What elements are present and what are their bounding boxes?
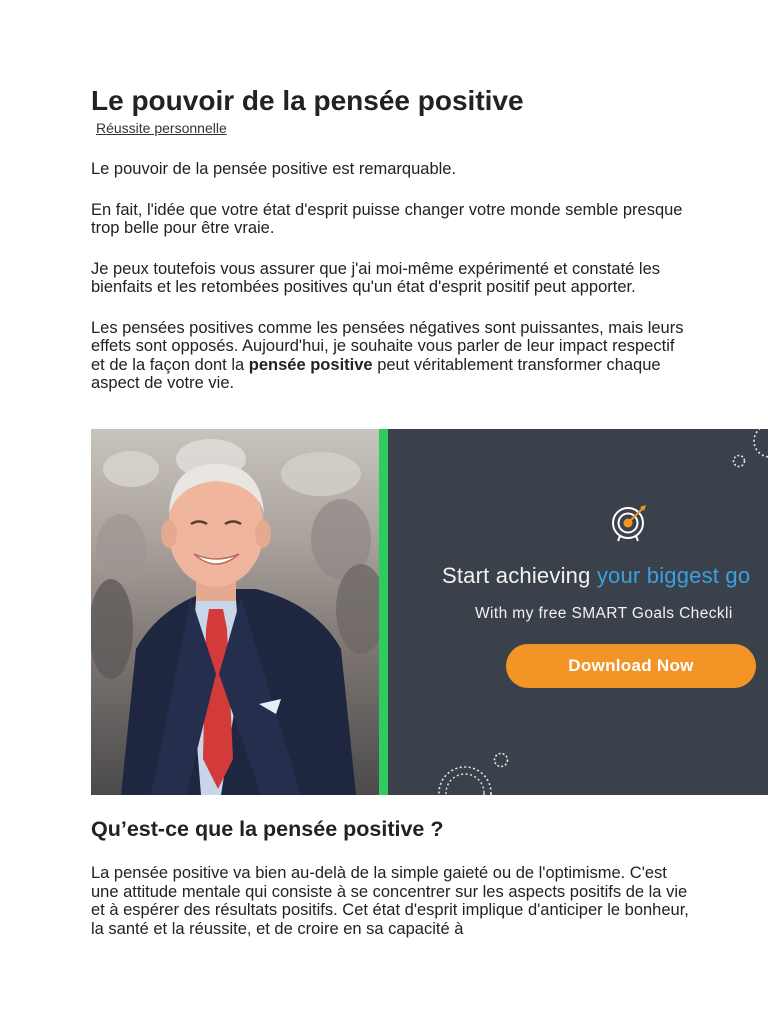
paragraph-4 <box>91 319 691 393</box>
paragraph-3: Je peux toutefois vous assurer que j'ai moi-même expérimenté et constaté les bienfaits et les retombées positives qu'un état d'esprit positif peut apporter. <box>91 259 661 296</box>
decorative-circle-1 <box>732 454 746 468</box>
decorative-circle-4 <box>492 751 510 769</box>
paragraph-1: Le pouvoir de la pensée positive est remarquable. <box>91 160 457 178</box>
section-heading: Qu’est-ce que la pensée positive ? <box>91 817 444 841</box>
article <box>91 82 691 393</box>
accent-bar <box>379 429 388 795</box>
decorative-circle-2 <box>750 429 768 461</box>
speaker-photo <box>91 429 379 795</box>
banner-headline <box>442 563 750 589</box>
banner-panel <box>388 429 768 795</box>
paragraph-4-bold: pensée positive <box>248 355 373 374</box>
target-icon <box>610 503 650 543</box>
category-link[interactable]: Réussite personnelle <box>96 120 227 136</box>
banner-headline-plain: Start achieving <box>442 563 597 588</box>
banner-subline: With my free SMART Goals Checkli <box>475 605 733 622</box>
paragraph-4-text-after: peut véritablement transformer chaque aspect de votre vie. <box>91 355 661 392</box>
banner-headline-accent: your biggest go <box>596 563 751 588</box>
decorative-circle-3 <box>435 763 495 795</box>
smart-goals-banner[interactable] <box>91 429 768 795</box>
paragraph-2: En fait, l'idée que votre état d'esprit puisse changer votre monde semble presque trop belle pour être vraie. <box>91 200 683 237</box>
speaker-photo-illustration <box>91 429 379 795</box>
download-now-button[interactable]: Download Now <box>506 644 756 688</box>
page-title: Le pouvoir de la pensée positive <box>91 85 524 116</box>
section-paragraph: La pensée positive va bien au-delà de la simple gaieté ou de l'optimisme. C'est une attitude mentale qui consiste à se concentrer sur les aspects positifs de la vie et à espérer des résultats positifs. Cet état d'esprit implique d'anticiper le bonheur, la santé et la réussite, et de croire en sa capacité à <box>91 864 689 938</box>
paragraph-4-text-before: Les pensées positives comme les pensées négatives sont puissantes, mais leurs effets sont opposés. Aujourd'hui, je souhaite vous parler de leur impact respectif et de la façon dont la <box>91 318 684 374</box>
